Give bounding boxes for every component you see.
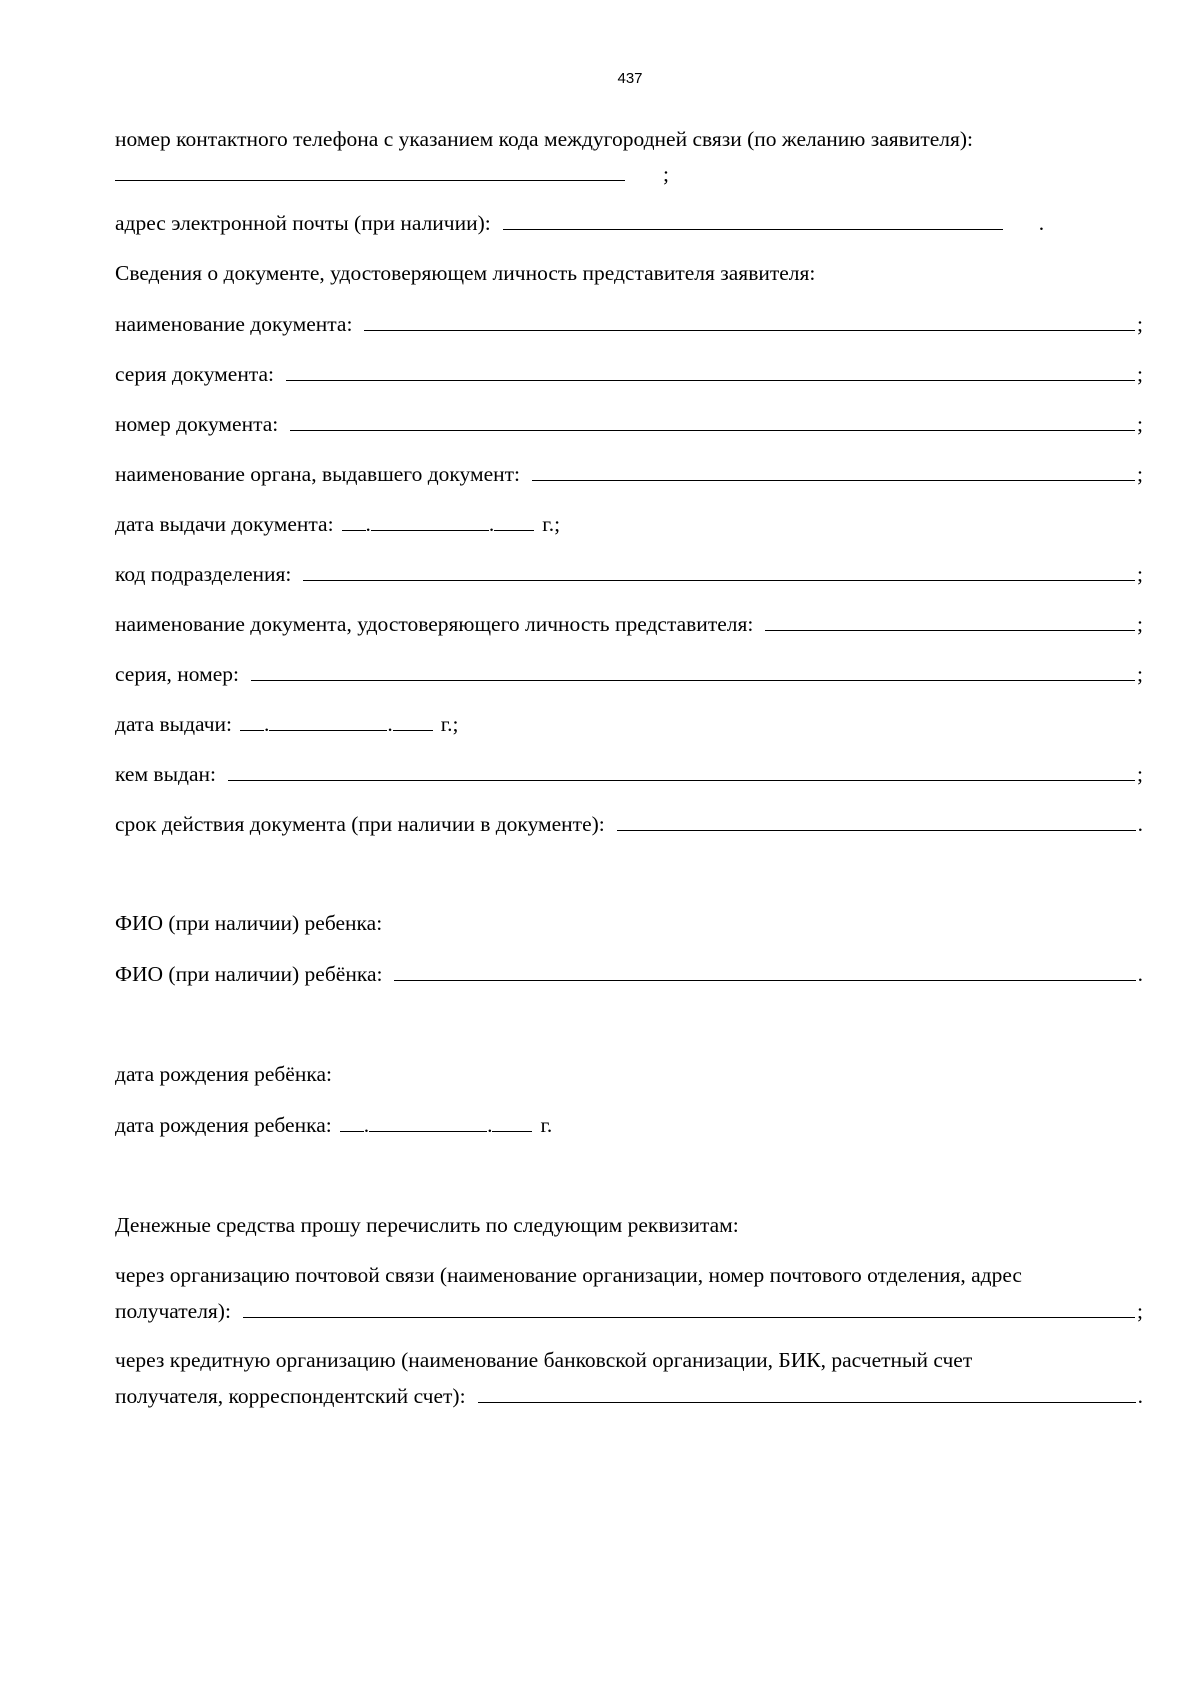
issued-by-field[interactable] [228, 758, 1135, 781]
postal-end: ; [1137, 1299, 1143, 1323]
bank-row [115, 1380, 1143, 1411]
rep-doc-heading: Сведения о документе, удостоверяющем личность представителя заявителя: [115, 261, 816, 285]
child-name-field[interactable] [394, 958, 1135, 981]
child-dob-dot-2: . [487, 1113, 493, 1137]
doc-series-label: серия документа: [115, 362, 274, 386]
doc-date-dot-2: . [488, 512, 495, 536]
phone-field-row [115, 158, 1143, 189]
bank-text-2: получателя, корреспондентский счет): [115, 1384, 466, 1408]
phone-field[interactable] [115, 158, 625, 181]
postal-text-1: через организацию почтовой связи (наименование организации, номер почтового отделения, адрес [115, 1263, 1022, 1287]
child-dob-year-suffix: г. [540, 1113, 553, 1137]
series-number-field[interactable] [251, 658, 1135, 681]
issue-date-dot-2: . [387, 712, 393, 736]
postal-row [115, 1295, 1143, 1326]
issue-date-label: дата выдачи: [115, 712, 233, 736]
doc-date-label: дата выдачи документа: [115, 512, 334, 536]
validity-end: . [1137, 812, 1143, 836]
bank-end: . [1137, 1384, 1143, 1408]
issue-date-month-field[interactable] [269, 708, 387, 731]
bank-field[interactable] [478, 1380, 1136, 1403]
doc-issuer-row [115, 458, 1143, 489]
child-dob-label: дата рождения ребенка: [115, 1113, 332, 1137]
child-dob-year-field[interactable] [492, 1109, 532, 1132]
child-dob-dot-1: . [363, 1113, 370, 1137]
issued-by-end: ; [1137, 762, 1143, 786]
issue-date-year-suffix: г.; [440, 712, 459, 736]
doc-series-field[interactable] [286, 358, 1135, 381]
postal-field[interactable] [243, 1295, 1135, 1318]
child-dob-row [115, 1109, 1143, 1140]
child-name-label: ФИО (при наличии) ребёнка: [115, 962, 383, 986]
doc-number-field[interactable] [290, 408, 1135, 431]
page-number: 437 [617, 70, 643, 87]
dept-code-label: код подразделения: [115, 562, 292, 586]
child-dob-day-field[interactable] [340, 1109, 364, 1132]
dept-code-row [115, 558, 1143, 589]
payment-heading: Денежные средства прошу перечислить по следующим реквизитам: [115, 1213, 739, 1237]
child-name-row [115, 958, 1143, 989]
child-dob-month-field[interactable] [369, 1109, 487, 1132]
issue-date-day-field[interactable] [240, 708, 264, 731]
email-row [115, 207, 1143, 238]
issue-date-dot-1: . [264, 712, 270, 736]
series-number-end: ; [1137, 662, 1143, 686]
phone-end: ; [663, 162, 669, 186]
doc-series-end: ; [1137, 362, 1143, 386]
issued-by-row [115, 758, 1143, 789]
doc-date-month-field[interactable] [371, 508, 489, 531]
dept-code-field[interactable] [303, 558, 1135, 581]
doc-issuer-field[interactable] [532, 458, 1135, 481]
doc-issuer-end: ; [1137, 462, 1143, 486]
email-end: . [1038, 211, 1045, 235]
doc-number-end: ; [1137, 412, 1143, 436]
validity-field[interactable] [617, 808, 1136, 831]
phone-label: номер контактного телефона с указанием кода междугородней связи (по желанию заявителя): [115, 127, 974, 151]
doc-number-row [115, 408, 1143, 439]
doc-issuer-label: наименование органа, выдавшего документ: [115, 462, 521, 486]
email-field[interactable] [503, 207, 1003, 230]
series-number-row [115, 658, 1143, 689]
dept-code-end: ; [1137, 562, 1143, 586]
issue-date-row [115, 708, 1143, 739]
validity-label: срок действия документа (при наличии в документе): [115, 812, 605, 836]
email-label: адрес электронной почты (при наличии): [115, 211, 491, 235]
postal-text-2: получателя): [115, 1299, 231, 1323]
validity-row [115, 808, 1143, 839]
doc-name-field[interactable] [364, 308, 1135, 331]
child-dob-heading: дата рождения ребёнка: [115, 1062, 332, 1086]
doc-series-row [115, 358, 1143, 389]
rep-id-doc-end: ; [1137, 612, 1143, 636]
issued-by-label: кем выдан: [115, 762, 216, 786]
bank-text-1: через кредитную организацию (наименование банковской организации, БИК, расчетный счет [115, 1348, 973, 1372]
issue-date-year-field[interactable] [393, 708, 433, 731]
rep-id-doc-row [115, 608, 1143, 639]
doc-name-label: наименование документа: [115, 312, 353, 336]
doc-date-row [115, 508, 1143, 539]
child-name-heading: ФИО (при наличии) ребенка: [115, 911, 383, 935]
doc-name-end: ; [1137, 312, 1143, 336]
rep-id-doc-label: наименование документа, удостоверяющего личность представителя: [115, 612, 754, 636]
doc-date-day-field[interactable] [342, 508, 366, 531]
doc-date-dot-1: . [365, 512, 371, 536]
series-number-label: серия, номер: [115, 662, 239, 686]
rep-id-doc-field[interactable] [765, 608, 1135, 631]
child-name-end: . [1137, 962, 1143, 986]
doc-name-row [115, 308, 1143, 339]
doc-date-year-suffix: г.; [542, 512, 561, 536]
doc-number-label: номер документа: [115, 412, 279, 436]
doc-date-year-field[interactable] [494, 508, 534, 531]
